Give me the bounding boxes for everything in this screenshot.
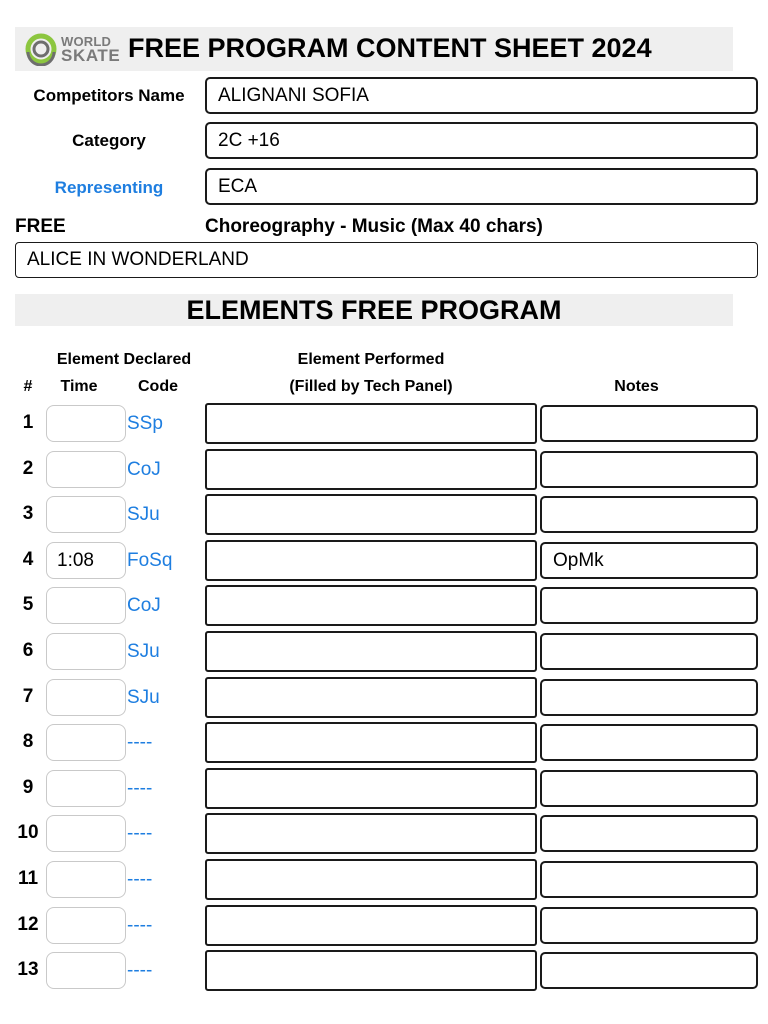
logo-text-skate: SKATE (61, 46, 121, 65)
element-code: ---- (127, 960, 153, 981)
header-time: Time (60, 378, 98, 395)
time-field[interactable] (46, 633, 126, 670)
notes-field[interactable] (540, 679, 758, 716)
choreography-label: Choreography - Music (Max 40 chars) (205, 216, 543, 237)
time-field[interactable] (46, 405, 126, 442)
element-code: FoSq (127, 550, 173, 571)
competitor-name-field[interactable]: ALIGNANI SOFIA (205, 77, 758, 114)
time-field[interactable] (46, 496, 126, 533)
element-code: SSp (127, 413, 163, 434)
element-performed-field[interactable] (205, 677, 537, 718)
row-number: 5 (22, 594, 34, 615)
row-number: 10 (17, 822, 39, 843)
time-field[interactable] (46, 952, 126, 989)
row-number: 8 (22, 731, 34, 752)
row-number: 1 (22, 412, 34, 433)
time-field[interactable] (46, 770, 126, 807)
choreography-music-field[interactable]: ALICE IN WONDERLAND (15, 242, 758, 278)
row-number: 3 (22, 503, 34, 524)
header-element-performed: Element Performed (297, 351, 445, 368)
row-number: 7 (22, 686, 34, 707)
header-element-declared: Element Declared (56, 351, 192, 368)
representing-field[interactable]: ECA (205, 168, 758, 205)
notes-field[interactable] (540, 861, 758, 898)
row-number: 2 (22, 458, 34, 479)
header-number: # (23, 378, 33, 395)
element-performed-field[interactable] (205, 403, 537, 444)
element-code: SJu (127, 687, 160, 708)
notes-field[interactable] (540, 815, 758, 852)
notes-field[interactable] (540, 633, 758, 670)
element-performed-field[interactable] (205, 631, 537, 672)
row-number: 12 (17, 914, 39, 935)
element-code: CoJ (127, 595, 161, 616)
notes-field[interactable] (540, 496, 758, 533)
notes-field[interactable] (540, 405, 758, 442)
competitor-name-label: Competitors Name (33, 86, 185, 105)
row-number: 4 (22, 549, 34, 570)
element-code: CoJ (127, 459, 161, 480)
logo-text-world: WORLD (61, 34, 112, 49)
element-code: ---- (127, 869, 153, 890)
element-performed-field[interactable] (205, 540, 537, 581)
time-field[interactable] (46, 451, 126, 488)
element-code: ---- (127, 915, 153, 936)
element-code: SJu (127, 641, 160, 662)
category-field[interactable]: 2C +16 (205, 122, 758, 159)
notes-field[interactable] (540, 587, 758, 624)
element-code: SJu (127, 504, 160, 525)
notes-field[interactable] (540, 770, 758, 807)
notes-field[interactable] (540, 724, 758, 761)
element-performed-field[interactable] (205, 950, 537, 991)
page-title: FREE PROGRAM CONTENT SHEET 2024 (128, 33, 652, 63)
element-performed-field[interactable] (205, 859, 537, 900)
time-field[interactable] (46, 907, 126, 944)
category-label: Category (72, 131, 146, 150)
representing-label: Representing (54, 178, 164, 197)
time-field[interactable] (46, 724, 126, 761)
header-notes: Notes (614, 378, 659, 395)
notes-field[interactable]: OpMk (540, 542, 758, 579)
time-field[interactable]: 1:08 (46, 542, 126, 579)
time-field[interactable] (46, 679, 126, 716)
row-number: 11 (17, 868, 39, 889)
time-field[interactable] (46, 861, 126, 898)
notes-field[interactable] (540, 952, 758, 989)
element-performed-field[interactable] (205, 722, 537, 763)
element-code: ---- (127, 823, 153, 844)
notes-field[interactable] (540, 451, 758, 488)
element-code: ---- (127, 778, 153, 799)
elements-section-title: ELEMENTS FREE PROGRAM (186, 295, 562, 325)
element-performed-field[interactable] (205, 494, 537, 535)
element-performed-field[interactable] (205, 449, 537, 490)
row-number: 6 (22, 640, 34, 661)
row-number: 13 (17, 959, 39, 980)
element-performed-field[interactable] (205, 813, 537, 854)
element-code: ---- (127, 732, 153, 753)
row-number: 9 (22, 777, 34, 798)
header-code: Code (138, 378, 178, 395)
element-performed-field[interactable] (205, 905, 537, 946)
element-performed-field[interactable] (205, 768, 537, 809)
world-skate-swirl-icon (24, 32, 58, 66)
free-label: FREE (15, 216, 66, 237)
element-performed-field[interactable] (205, 585, 537, 626)
time-field[interactable] (46, 815, 126, 852)
notes-field[interactable] (540, 907, 758, 944)
header-filled-by-tech-panel: (Filled by Tech Panel) (289, 378, 453, 395)
time-field[interactable] (46, 587, 126, 624)
world-skate-logo (24, 32, 124, 66)
